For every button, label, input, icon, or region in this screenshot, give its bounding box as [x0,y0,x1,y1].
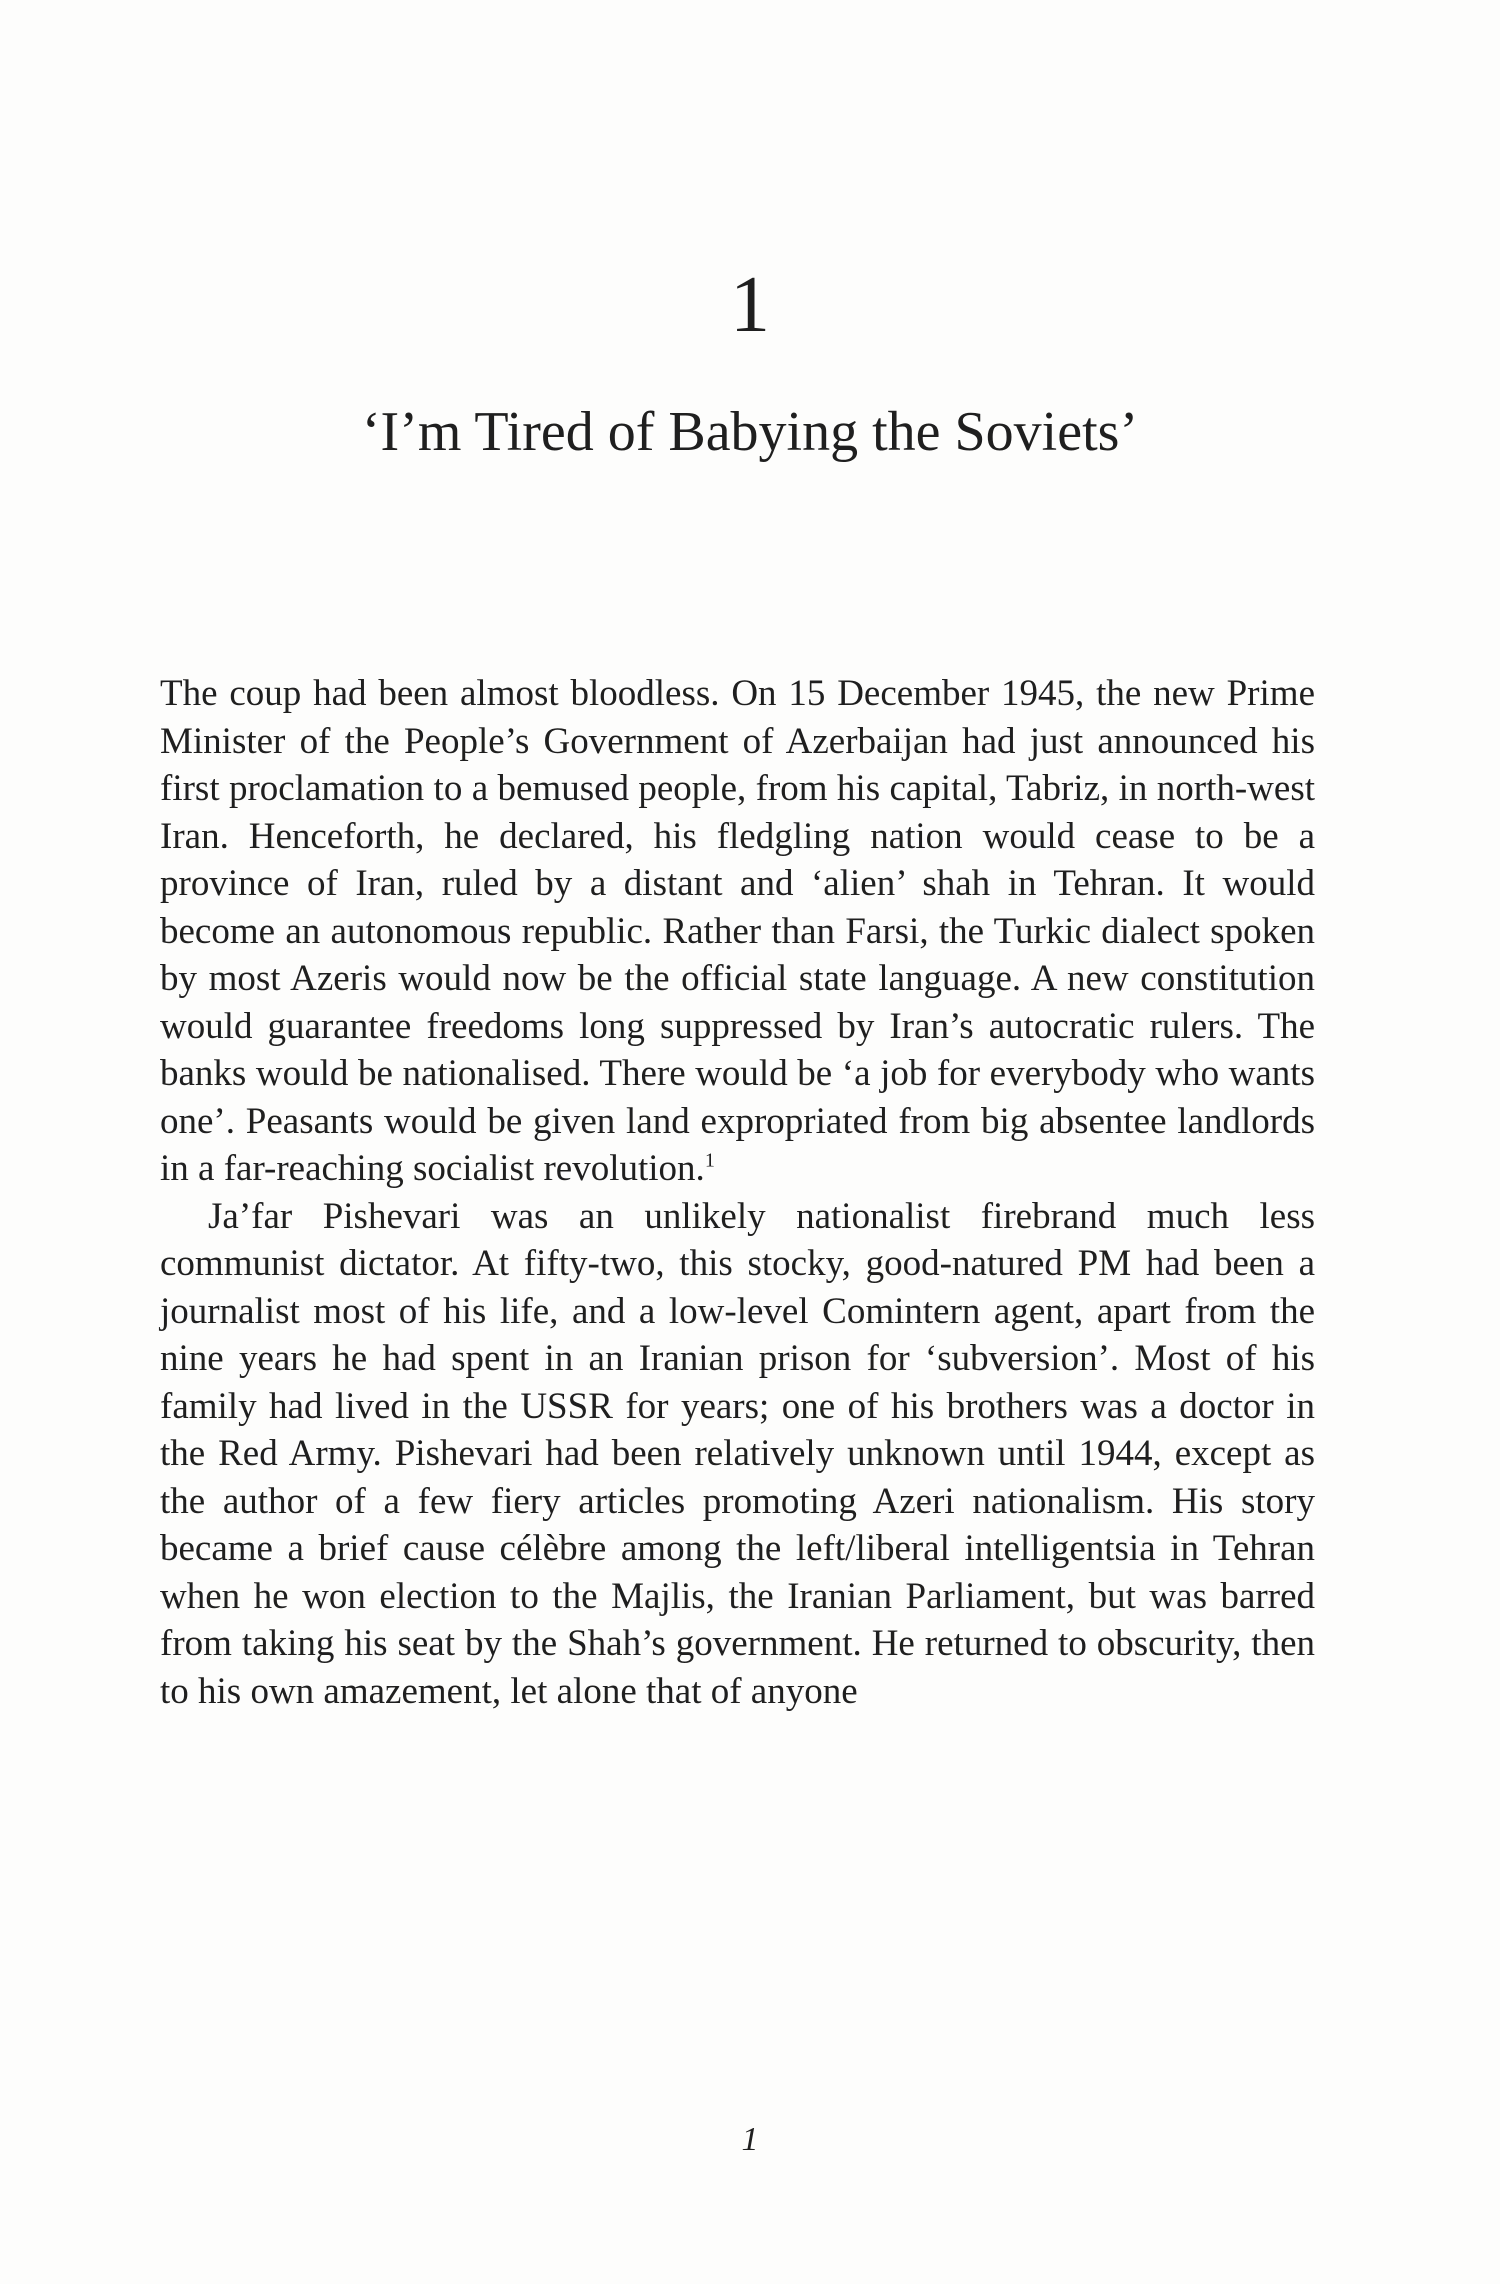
page-number: 1 [741,2121,759,2158]
chapter-title: ‘I’m Tired of Babying the Soviets’ [361,401,1139,463]
paragraph-2: Ja’far Pishevari was an unlikely nationalist firebrand much less communist dictator. At fifty-two, this stocky, good-natured PM had been a journalist most of his life, and a low-level Comintern agent, apart from the nine years he had spent in an Iranian prison for ‘subversion’. Most of his family had lived in the USSR for years; one of his brothers was a doctor in the Red Army. Pishevari had been relatively unknown until 1944, except as the author of a few fiery articles promoting Azeri nationalism. His story became a brief cause célèbre among the left/liberal intelligentsia in Tehran when he won election to the Majlis, the Iranian Parliament, but was barred from taking his seat by the Shah’s government. He returned to obscurity, then to his own amazement, let alone that of anyone [160,1195,1315,1712]
chapter-number: 1 [730,261,770,349]
body-text [160,670,1315,1715]
paragraph-1 [160,670,1315,1193]
paragraph-1-text: The coup had been almost bloodless. On 15 December 1945, the new Prime Minister of the People’s Government of Azerbaijan had just announced his first proclamation to a bemused people, from his capital, Tabriz, in north-west Iran. Henceforth, he declared, his fledgling nation would cease to be a province of Iran, ruled by a distant and ‘alien’ shah in Tehran. It would become an autonomous republic. Rather than Farsi, the Turkic dialect spoken by most Azeris would now be the official state language. A new constitution would guarantee freedoms long suppressed by Iran’s autocratic rulers. The banks would be nationalised. There would be ‘a job for everybody who wants one’. Peasants would be given land expropriated from big absentee landlords in a far-reaching socialist revolution. [160,673,1315,1189]
footnote-marker: 1 [704,1149,715,1172]
